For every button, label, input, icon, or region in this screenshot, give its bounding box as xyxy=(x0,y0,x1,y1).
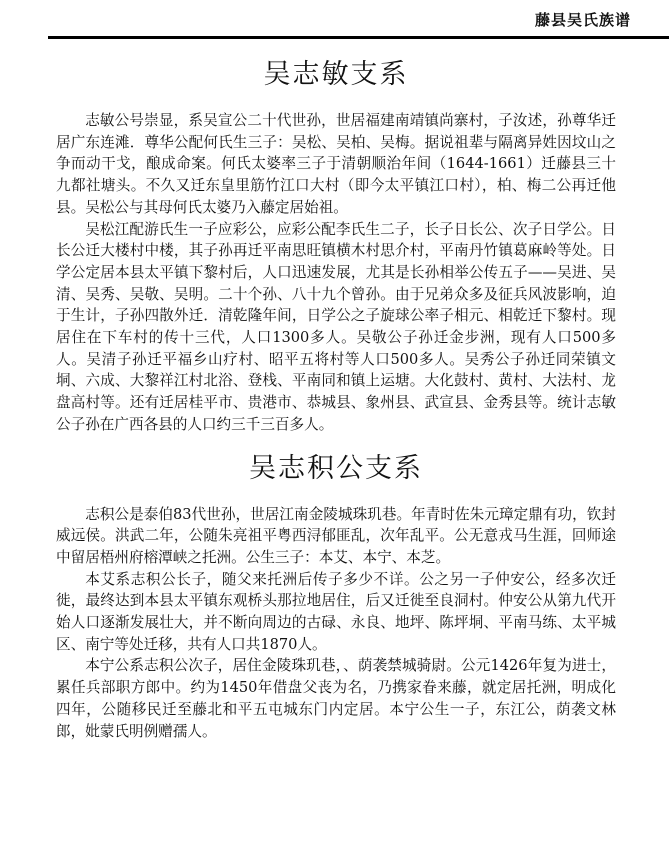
paragraph: 本艾系志积公长子，随父来托洲后传子多少不详。公之另一子仲安公，经多次迁徙，最终达到本县太平镇东观桥头那拉地居住，后又迁徙至良洞村。仲安公从第九代开始人口逐渐发展壮大，并不断向周边的古碌、永良、地坪、陈坪垌、平南马练、太平城区、南宁等处迁移，共有人口共1870人。 xyxy=(56,570,616,653)
paragraph: 志敏公号崇显，系吴宣公二十代世孙，世居福建南靖镇尚寨村，子汝述，孙尊华迁居广东连滩．尊华公配何氏生三子：吴松、吴柏、吴梅。据说祖辈与隔离异姓因坟山之争而动干戈，酿成命案。何氏太婆率三子于清朝顺治年间（1644-1661）迁藤县三十九都社塘头。不久又迁东皇里筋竹江口大村（即今太平镇江口村），柏、梅二公再迁他县。吴松公与其母何氏太婆乃入藤定居始祖。 xyxy=(56,112,616,216)
header-rule xyxy=(48,36,669,39)
page-header xyxy=(0,0,669,40)
page-content xyxy=(56,56,616,742)
paragraph: 本宁公系志积公次子，居住金陵珠玑巷，、荫袭禁城骑尉。公元1426年复为进士，累任兵部职方郎中。约为1450年借盘父丧为名，乃携家眷来藤，就定居托洲，明成化四年，公随移民迁至藤北和平五屯城东门内定居。本宁公生一子，东江公，荫袭文林郎，妣蒙氏明例赠孺人。 xyxy=(56,657,616,740)
header-title: 藤县吴氏族谱 xyxy=(534,11,631,29)
section-title-wu-zhiji: 吴志积公支系 xyxy=(249,452,423,484)
paragraph: 吴松江配游氏生一子应彩公，应彩公配李氏生二子，长子日长公、次子日学公。日长公迁大楼村中楼，其子孙再迁平南思旺镇横木村思介村，平南丹竹镇葛麻岭等处。日学公定居本县太平镇下黎村后，人口迅速发展，尤其是长孙相举公传五子——吴进、吴清、吴秀、吴敬、吴明。二十个孙、八十九个曾孙。由于兄弟众多及征兵风波影响，迫于生计，子孙四散外迁．清乾隆年间，日学公之子旋球公率子相元、相乾迁下黎村。现居住在下车村的传十三代，人口1300多人。吴敬公子孙迁金步洲，现有人口500多人。吴清子孙迁平福乡山疗村、昭平五将村等人口500多人。吴秀公子孙迁同荣镇文垌、六成、大黎祥江村北浴、登栈、平南同和镇上运塘。大化鼓村、黄村、大法村、龙盘高村等。还有迁居桂平市、贵港市、恭城县、象州县、武宣县、金秀县等。统计志敏公子孙在广西各县的人口约三千三百多人。 xyxy=(56,220,616,433)
section-title-wu-zhimin: 吴志敏支系 xyxy=(263,59,409,90)
paragraph: 志积公是泰伯83代世孙，世居江南金陵城珠玑巷。年青时佐朱元璋定鼎有功，钦封威远侯。洪武二年，公随朱亮祖平粤西浔郁匪乱，次年乱平。公无意戎马生涯，回师途中留居梧州府榕潭峡之托洲。公生三子：本艾、本宁、本芝。 xyxy=(56,505,616,566)
